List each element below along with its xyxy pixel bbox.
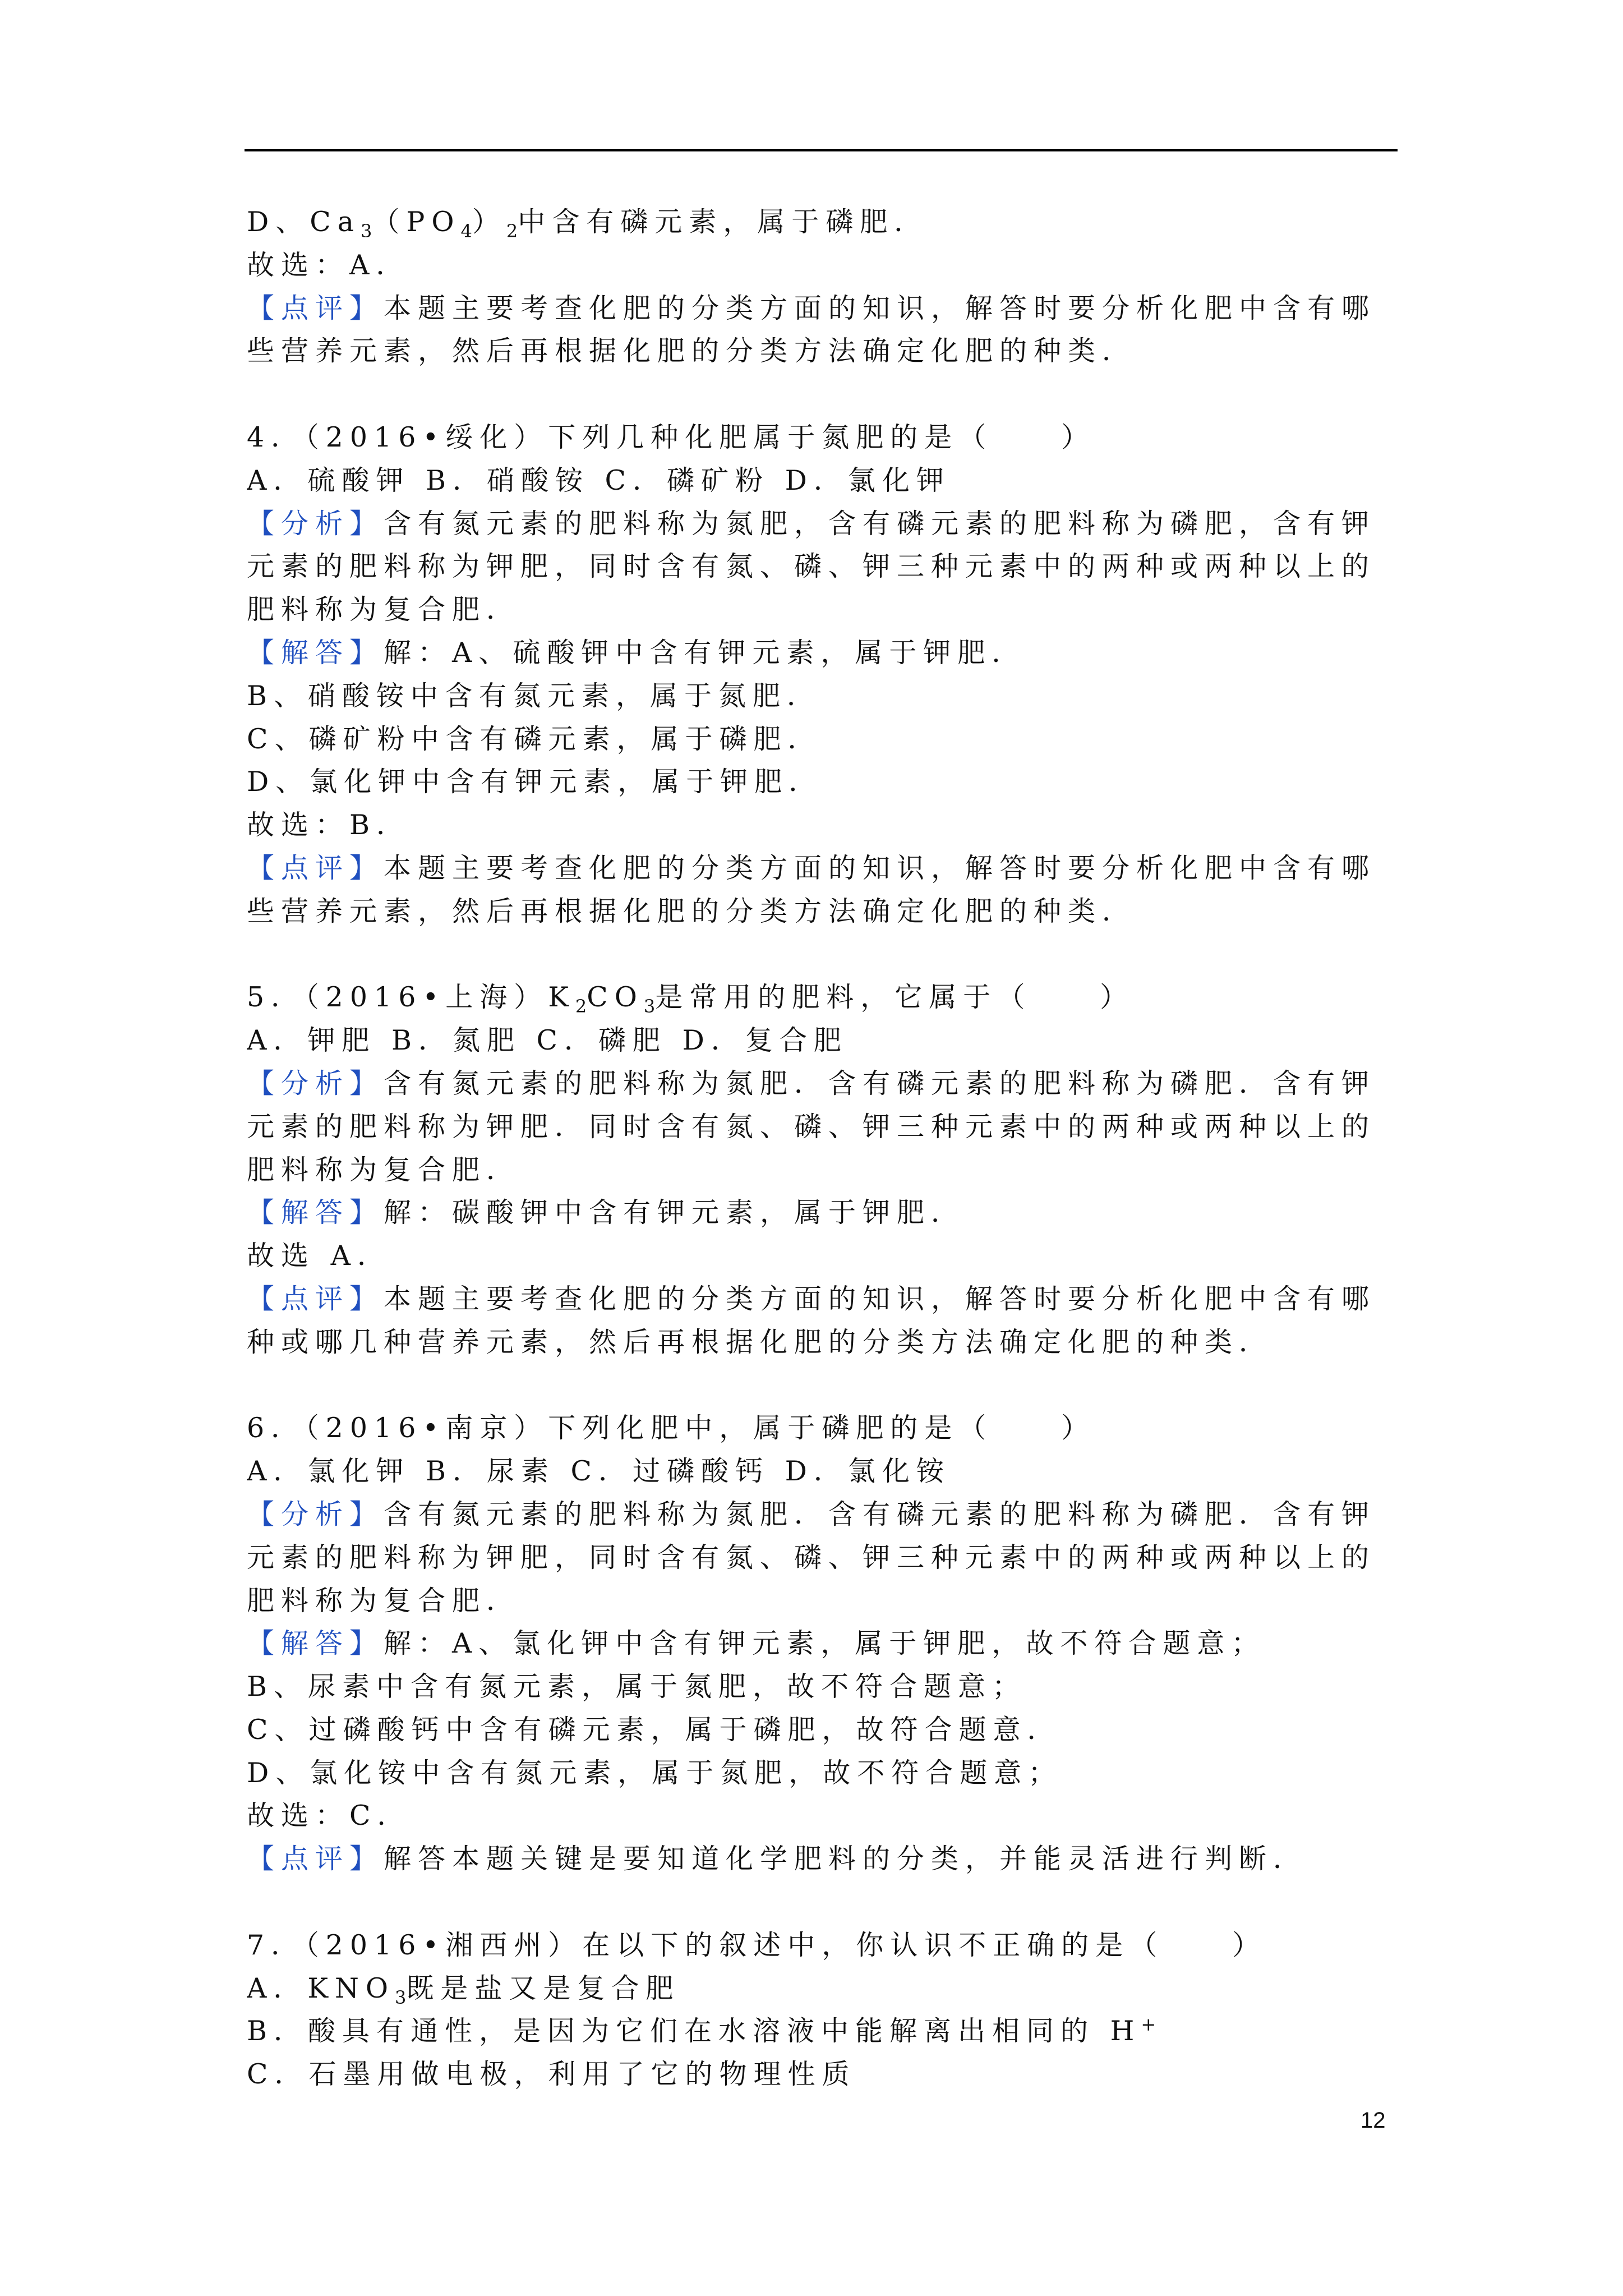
question-5-answer: 故选 A． xyxy=(247,1240,391,1272)
comment-tag: 【点评】 xyxy=(247,1843,384,1875)
analysis-tag: 【分析】 xyxy=(247,1498,384,1530)
question-7-stem: 7．（2016•湘西州）在以下的叙述中，你认识不正确的是（ ） xyxy=(247,1929,1267,1961)
question-7-option-a: A．$KNO_3$既是盐又是复合肥 xyxy=(247,1972,680,2008)
question-5-analysis-cont: 肥料称为复合肥． xyxy=(247,1153,521,1186)
question-6-comment: 【点评】解答本题关键是要知道化学肥料的分类，并能灵活进行判断． xyxy=(247,1843,1308,1875)
analysis-tag: 【分析】 xyxy=(247,507,384,540)
question-4-comment-cont: 些营养元素，然后再根据化肥的分类方法确定化肥的种类． xyxy=(247,895,1137,927)
question-6-analysis: 【分析】含有氮元素的肥料称为氮肥．含有磷元素的肥料称为磷肥．含有钾 xyxy=(247,1498,1376,1530)
comment-tag: 【点评】 xyxy=(247,292,384,324)
question-6-analysis-cont: 肥料称为复合肥． xyxy=(247,1584,521,1617)
solution-tag: 【解答】 xyxy=(247,636,384,669)
prev-comment-cont: 些营养元素，然后再根据化肥的分类方法确定化肥的种类． xyxy=(247,335,1137,367)
question-5-solution: 【解答】解：碳酸钾中含有钾元素，属于钾肥． xyxy=(247,1197,966,1229)
question-5-options: A．钾肥 B．氮肥 C．磷肥 D．复合肥 xyxy=(247,1024,848,1057)
question-4-stem: 4．（2016•绥化）下列几种化肥属于氮肥的是（ ） xyxy=(247,421,1096,453)
question-5-analysis-cont: 元素的肥料称为钾肥．同时含有氮、磷、钾三种元素中的两种或两种以上的 xyxy=(247,1110,1376,1143)
question-6-answer: 故选：C． xyxy=(247,1800,412,1832)
question-4-options: A．硫酸钾 B．硝酸铵 C．磷矿粉 D．氯化钾 xyxy=(247,464,951,496)
question-6-solution-cont: D、氯化铵中含有氮元素，属于氮肥，故不符合题意； xyxy=(247,1756,1063,1789)
analysis-tag: 【分析】 xyxy=(247,1067,384,1099)
question-5-comment-cont: 种或哪几种营养元素，然后再根据化肥的分类方法确定化肥的种类． xyxy=(247,1326,1274,1358)
question-6-solution-cont: C、过磷酸钙中含有磷元素，属于磷肥，故符合题意． xyxy=(247,1713,1062,1746)
question-4-solution-cont: B、硝酸铵中含有氮元素，属于氮肥． xyxy=(247,679,822,712)
question-4-solution: 【解答】解：A、硫酸钾中含有钾元素，属于钾肥． xyxy=(247,636,1026,669)
question-4-analysis: 【分析】含有氮元素的肥料称为氮肥，含有磷元素的肥料称为磷肥，含有钾 xyxy=(247,507,1376,540)
question-6-options: A．氯化钾 B．尿素 C．过磷酸钙 D．氯化铵 xyxy=(247,1455,951,1488)
question-7-option-b: B．酸具有通性，是因为它们在水溶液中能解离出相同的 H+ xyxy=(247,2014,1156,2047)
question-4-solution-cont: D、氯化钾中含有钾元素，属于钾肥． xyxy=(247,766,823,798)
prev-option-d: D、$Ca_3(PO_4)_2$中含有磷元素，属于磷肥． xyxy=(247,206,929,242)
question-4-comment: 【点评】本题主要考查化肥的分类方面的知识，解答时要分析化肥中含有哪 xyxy=(247,852,1376,884)
question-7-option-c: C．石墨用做电极，利用了它的物理性质 xyxy=(247,2058,856,2091)
prev-answer: 故选：A． xyxy=(247,249,411,281)
question-6-analysis-cont: 元素的肥料称为钾肥，同时含有氮、磷、钾三种元素中的两种或两种以上的 xyxy=(247,1541,1376,1573)
question-4-analysis-cont: 元素的肥料称为钾肥，同时含有氮、磷、钾三种元素中的两种或两种以上的 xyxy=(247,550,1376,583)
question-5-stem: 5．（2016•上海）$K_2CO_3$是常用的肥料，它属于（ ） xyxy=(247,981,1135,1018)
comment-tag: 【点评】 xyxy=(247,1282,384,1315)
solution-tag: 【解答】 xyxy=(247,1197,384,1229)
question-5-comment: 【点评】本题主要考查化肥的分类方面的知识，解答时要分析化肥中含有哪 xyxy=(247,1282,1376,1315)
prev-comment: 【点评】本题主要考查化肥的分类方面的知识，解答时要分析化肥中含有哪 xyxy=(247,292,1376,324)
solution-tag: 【解答】 xyxy=(247,1627,384,1660)
question-4-solution-cont: C、磷矿粉中含有磷元素，属于磷肥． xyxy=(247,723,822,755)
question-6-solution-cont: B、尿素中含有氮元素，属于氮肥，故不符合题意； xyxy=(247,1671,1027,1703)
comment-tag: 【点评】 xyxy=(247,852,384,884)
question-4-answer: 故选：B． xyxy=(247,809,411,841)
question-6-stem: 6．（2016•南京）下列化肥中，属于磷肥的是（ ） xyxy=(247,1412,1096,1444)
page-content xyxy=(247,201,1402,2096)
header-rule xyxy=(245,149,1398,151)
question-6-solution: 【解答】解：A、氯化钾中含有钾元素，属于钾肥，故不符合题意； xyxy=(247,1627,1266,1660)
page-number: 12 xyxy=(1361,2108,1386,2133)
question-5-analysis: 【分析】含有氮元素的肥料称为氮肥．含有磷元素的肥料称为磷肥．含有钾 xyxy=(247,1067,1376,1099)
question-4-analysis-cont: 肥料称为复合肥． xyxy=(247,593,521,626)
